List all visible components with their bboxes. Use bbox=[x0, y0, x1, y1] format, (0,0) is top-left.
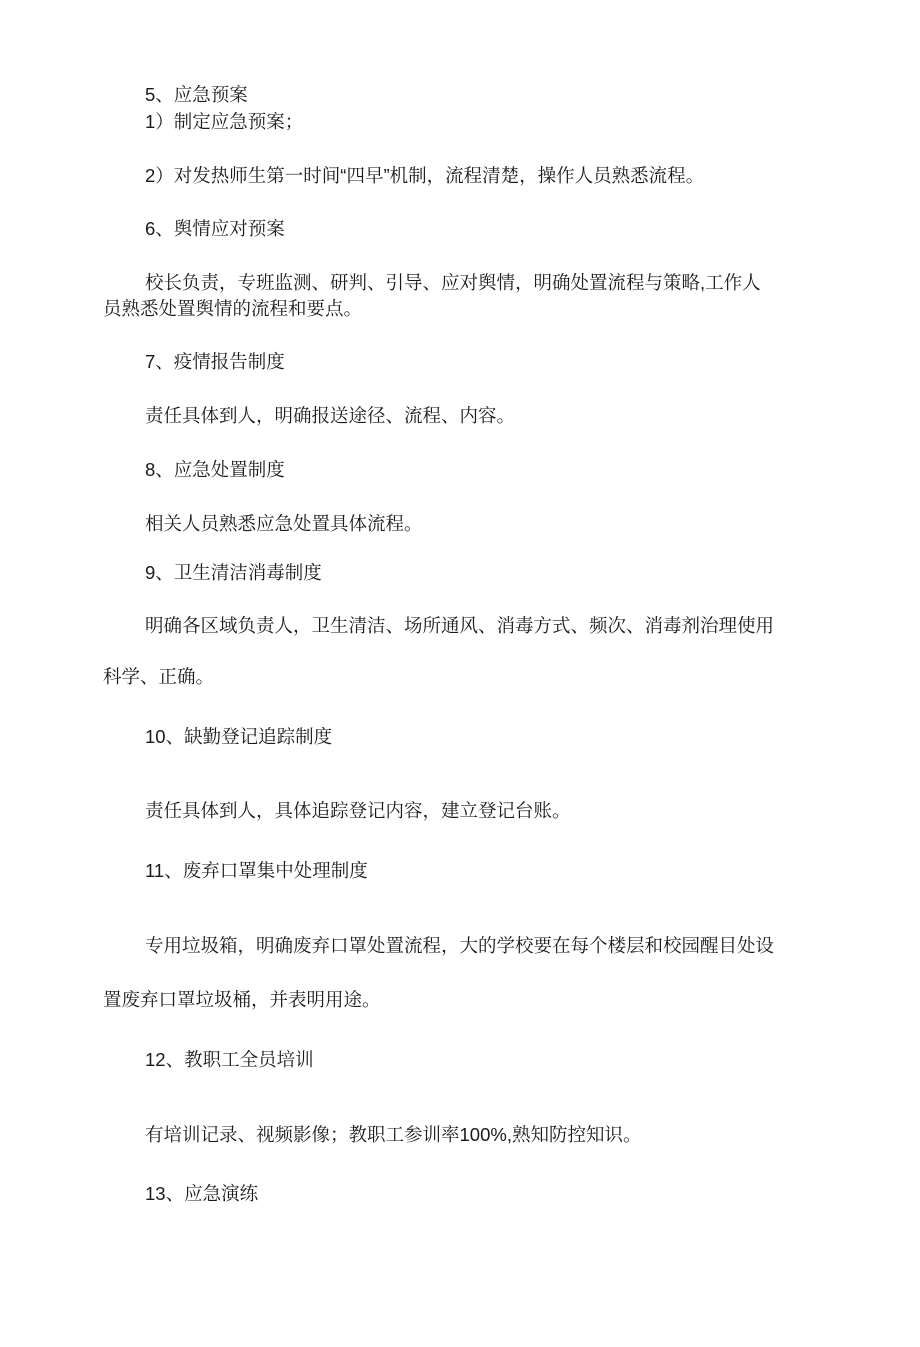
section-heading-11: 11、废弃口罩集中处理制度 bbox=[145, 860, 368, 881]
section-heading-9: 9、卫生清洁消毒制度 bbox=[145, 562, 322, 583]
section-heading-12: 12、教职工全员培训 bbox=[145, 1049, 314, 1070]
list-item: 2）对发热师生第一时间“四早”机制，流程清楚，操作人员熟悉流程。 bbox=[145, 165, 705, 186]
paragraph-line: 员熟悉处置舆情的流程和要点。 bbox=[103, 298, 363, 319]
paragraph-line: 责任具体到人，明确报送途径、流程、内容。 bbox=[145, 405, 516, 426]
paragraph-line: 专用垃圾箱，明确废弃口罩处置流程，大的学校要在每个楼层和校园醒目处设 bbox=[145, 935, 775, 956]
section-heading-13: 13、应急演练 bbox=[145, 1183, 259, 1204]
paragraph-line: 有培训记录、视频影像；教职工参训率100%,熟知防控知识。 bbox=[145, 1124, 642, 1145]
paragraph-line: 科学、正确。 bbox=[103, 666, 215, 687]
section-heading-5: 5、应急预案 bbox=[145, 84, 248, 105]
section-heading-7: 7、疫情报告制度 bbox=[145, 351, 285, 372]
section-heading-10: 10、缺勤登记追踪制度 bbox=[145, 726, 333, 747]
list-item: 1）制定应急预案； bbox=[145, 111, 304, 132]
paragraph-line: 明确各区域负责人，卫生清洁、场所通风、消毒方式、频次、消毒剂治理使用 bbox=[145, 615, 775, 636]
paragraph-line: 校长负责，专班监测、研判、引导、应对舆情，明确处置流程与策略,工作人 bbox=[145, 272, 761, 293]
paragraph-line: 责任具体到人，具体追踪登记内容，建立登记台账。 bbox=[145, 800, 571, 821]
paragraph-line: 置废弃口罩垃圾桶，并表明用途。 bbox=[103, 989, 381, 1010]
paragraph-line: 相关人员熟悉应急处置具体流程。 bbox=[145, 513, 423, 534]
section-heading-6: 6、舆情应对预案 bbox=[145, 218, 285, 239]
section-heading-8: 8、应急处置制度 bbox=[145, 459, 285, 480]
